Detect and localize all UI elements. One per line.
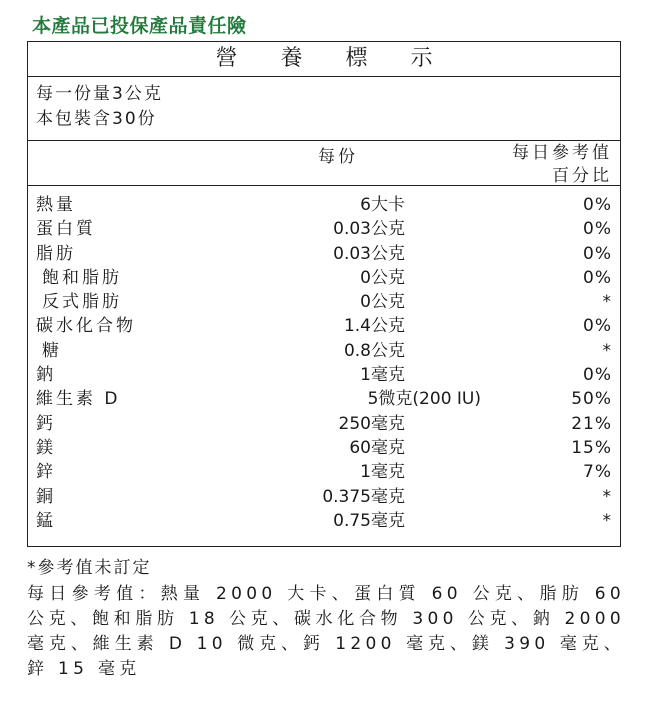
nutrient-row	[28, 387, 620, 411]
divider	[28, 185, 620, 186]
nutrient-name: 脂肪	[36, 243, 76, 264]
daily-reference-values: 每日參考值：熱量 2000 大卡、蛋白質 60 公克、脂肪 60 公克、飽和脂肪 18 公克、碳水化合物 300 公克、鈉 2000 毫克、維生素 D 10 微克、鈣 1200 毫克、鎂 390 毫克、鋅 15 毫克	[27, 584, 625, 679]
daily-value-label: 每日參考值	[512, 143, 612, 163]
column-header-daily-value	[512, 142, 612, 188]
nutrient-name: 碳水化合物	[36, 316, 136, 337]
nutrient-daily-value: *	[602, 292, 612, 313]
nutrient-amount: 0.375毫克	[322, 486, 405, 507]
nutrient-row	[28, 266, 620, 290]
servings-per-package: 本包裝含30份	[36, 109, 157, 129]
nutrient-row	[28, 509, 620, 533]
divider	[28, 140, 620, 141]
nutrient-amount: 1毫克	[360, 365, 405, 386]
nutrient-row	[28, 314, 620, 338]
nutrient-row	[28, 412, 620, 436]
nutrient-daily-value: 7%	[583, 462, 612, 483]
nutrition-facts-panel	[27, 41, 621, 547]
nutrient-name: 鋅	[36, 462, 56, 483]
nutrient-amount: 0.03公克	[333, 243, 405, 264]
insurance-note: 本產品已投保產品責任險	[32, 15, 247, 37]
nutrient-daily-value: 15%	[571, 437, 612, 458]
nutrient-amount: 60毫克	[349, 437, 405, 458]
nutrient-daily-value: *	[602, 510, 612, 531]
nutrient-name: 鎂	[36, 437, 56, 458]
footnote: *參考值未訂定	[27, 558, 152, 578]
nutrient-amount: 0.8公克	[343, 340, 405, 361]
nutrient-row	[28, 363, 620, 387]
nutrient-daily-value: 21%	[571, 413, 612, 434]
nutrient-row	[28, 436, 620, 460]
nutrient-name: 鈣	[36, 413, 56, 434]
serving-size: 每一份量3公克	[36, 84, 163, 104]
nutrient-row	[28, 217, 620, 241]
nutrient-amount: 0公克	[360, 292, 405, 313]
nutrient-name: 維生素 D	[36, 389, 121, 410]
nutrient-row	[28, 339, 620, 363]
daily-value-percent-label: 百分比	[552, 166, 612, 186]
nutrient-row	[28, 242, 620, 266]
nutrient-name: 糖	[42, 340, 62, 361]
nutrient-daily-value: 0%	[583, 365, 612, 386]
nutrient-amount: 5微克(200 IU)	[367, 389, 481, 410]
nutrient-name: 反式脂肪	[42, 292, 122, 313]
nutrient-daily-value: *	[602, 486, 612, 507]
nutrient-name: 銅	[36, 486, 56, 507]
nutrient-name: 錳	[36, 510, 56, 531]
nutrient-daily-value: 0%	[583, 267, 612, 288]
nutrient-name: 蛋白質	[36, 219, 96, 240]
nutrient-daily-value: 0%	[583, 316, 612, 337]
nutrient-daily-value: 50%	[571, 389, 612, 410]
nutrient-daily-value: *	[602, 340, 612, 361]
nutrient-amount: 0公克	[360, 267, 405, 288]
nutrient-daily-value: 0%	[583, 243, 612, 264]
nutrient-amount: 0.75毫克	[333, 510, 405, 531]
nutrient-row	[28, 193, 620, 217]
nutrient-name: 飽和脂肪	[42, 267, 122, 288]
serving-info	[36, 82, 163, 132]
nutrient-name: 熱量	[36, 195, 76, 215]
nutrient-row	[28, 485, 620, 509]
panel-title: 營 養 標 示	[28, 42, 620, 77]
nutrient-name: 鈉	[36, 365, 56, 386]
nutrient-daily-value: 0%	[583, 195, 612, 215]
nutrient-amount: 6大卡	[360, 195, 405, 215]
nutrient-amount: 0.03公克	[333, 219, 405, 240]
nutrient-row	[28, 290, 620, 314]
column-header-per-serving: 每份	[318, 147, 358, 167]
nutrient-amount: 1毫克	[360, 462, 405, 483]
nutrient-row	[28, 460, 620, 484]
nutrient-daily-value: 0%	[583, 219, 612, 240]
nutrient-amount: 1.4公克	[343, 316, 405, 337]
nutrient-rows	[28, 193, 620, 533]
nutrient-amount: 250毫克	[338, 413, 405, 434]
